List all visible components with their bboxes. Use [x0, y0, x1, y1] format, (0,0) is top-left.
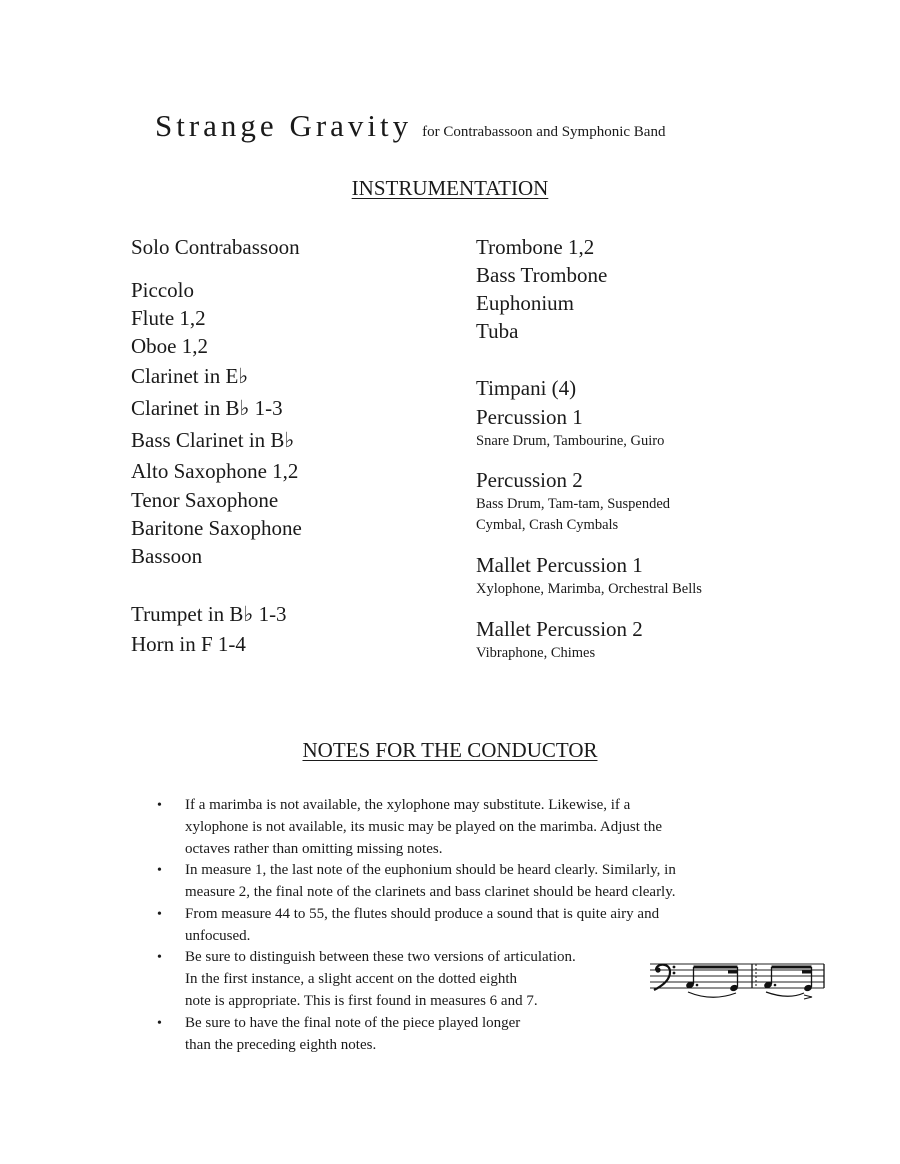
- instrument-item: Mallet Percussion 1: [476, 553, 643, 577]
- instrument-item: Bassoon: [131, 544, 203, 568]
- bullet-icon: •: [157, 798, 162, 813]
- notation-svg: [648, 958, 828, 1002]
- piece-subtitle: for Contrabassoon and Symphonic Band: [422, 124, 666, 140]
- instrument-item: Bass Clarinet in B♭: [131, 428, 295, 452]
- instrument-item: Timpani (4): [476, 376, 577, 400]
- notes-heading: NOTES FOR THE CONDUCTOR: [302, 738, 598, 762]
- note-line: than the preceding eighth notes.: [185, 1037, 377, 1053]
- bullet-icon: •: [157, 907, 162, 922]
- bass-clef-notation-icon: [648, 958, 828, 1007]
- instrument-item: Trumpet in B♭ 1-3: [131, 602, 287, 626]
- bass-clef-glyph: [654, 965, 675, 990]
- note-line: If a marimba is not available, the xylophone may substitute. Likewise, if a: [185, 797, 631, 813]
- note-line: note is appropriate. This is first found in measures 6 and 7.: [185, 993, 538, 1009]
- instrument-item: Horn in F 1-4: [131, 632, 246, 656]
- note-line: xylophone is not available, its music may be played on the marimba. Adjust the: [185, 819, 662, 835]
- note-line: unfocused.: [185, 928, 251, 944]
- instrument-item: Solo Contrabassoon: [131, 235, 300, 259]
- instrument-detail: Vibraphone, Chimes: [476, 645, 596, 661]
- instrument-item: Tuba: [476, 319, 519, 343]
- instrument-item: Percussion 2: [476, 468, 583, 492]
- instrument-item: Euphonium: [476, 291, 574, 315]
- bullet-icon: •: [157, 1016, 162, 1031]
- bullet-icon: •: [157, 950, 162, 965]
- instrument-detail: Cymbal, Crash Cymbals: [476, 517, 619, 533]
- piece-title: Strange Gravity: [155, 108, 413, 143]
- instrument-detail: Xylophone, Marimba, Orchestral Bells: [476, 581, 702, 597]
- instrument-item: Clarinet in B♭ 1-3: [131, 396, 283, 420]
- instrument-item: Bass Trombone: [476, 263, 608, 287]
- instrument-item: Mallet Percussion 2: [476, 617, 643, 641]
- instrument-item: Flute 1,2: [131, 306, 206, 330]
- instrument-item: Piccolo: [131, 278, 194, 302]
- note-line: octaves rather than omitting missing notes.: [185, 841, 443, 857]
- instrument-item: Tenor Saxophone: [131, 488, 279, 512]
- instrument-item: Alto Saxophone 1,2: [131, 459, 299, 483]
- instrument-item: Oboe 1,2: [131, 334, 208, 358]
- instrument-detail: Snare Drum, Tambourine, Guiro: [476, 433, 665, 449]
- note-line: Be sure to have the final note of the piece played longer: [185, 1015, 521, 1031]
- note-line: From measure 44 to 55, the flutes should produce a sound that is quite airy and: [185, 906, 660, 922]
- note-line: In measure 1, the last note of the euphonium should be heard clearly. Similarly, in: [185, 862, 676, 878]
- title-row: [155, 108, 665, 144]
- bullet-icon: •: [157, 863, 162, 878]
- instrumentation-heading: INSTRUMENTATION: [351, 176, 549, 200]
- instrument-item: Trombone 1,2: [476, 235, 595, 259]
- instrument-item: Baritone Saxophone: [131, 516, 302, 540]
- note-line: In the first instance, a slight accent on the dotted eighth: [185, 971, 517, 987]
- instrument-detail: Bass Drum, Tam-tam, Suspended: [476, 496, 671, 512]
- note-line: measure 2, the final note of the clarinets and bass clarinet should be heard clearly.: [185, 884, 676, 900]
- measure-2-notes: [763, 967, 813, 999]
- instrument-item: Percussion 1: [476, 405, 583, 429]
- instrument-item: Clarinet in E♭: [131, 364, 249, 388]
- note-line: Be sure to distinguish between these two versions of articulation.: [185, 949, 576, 965]
